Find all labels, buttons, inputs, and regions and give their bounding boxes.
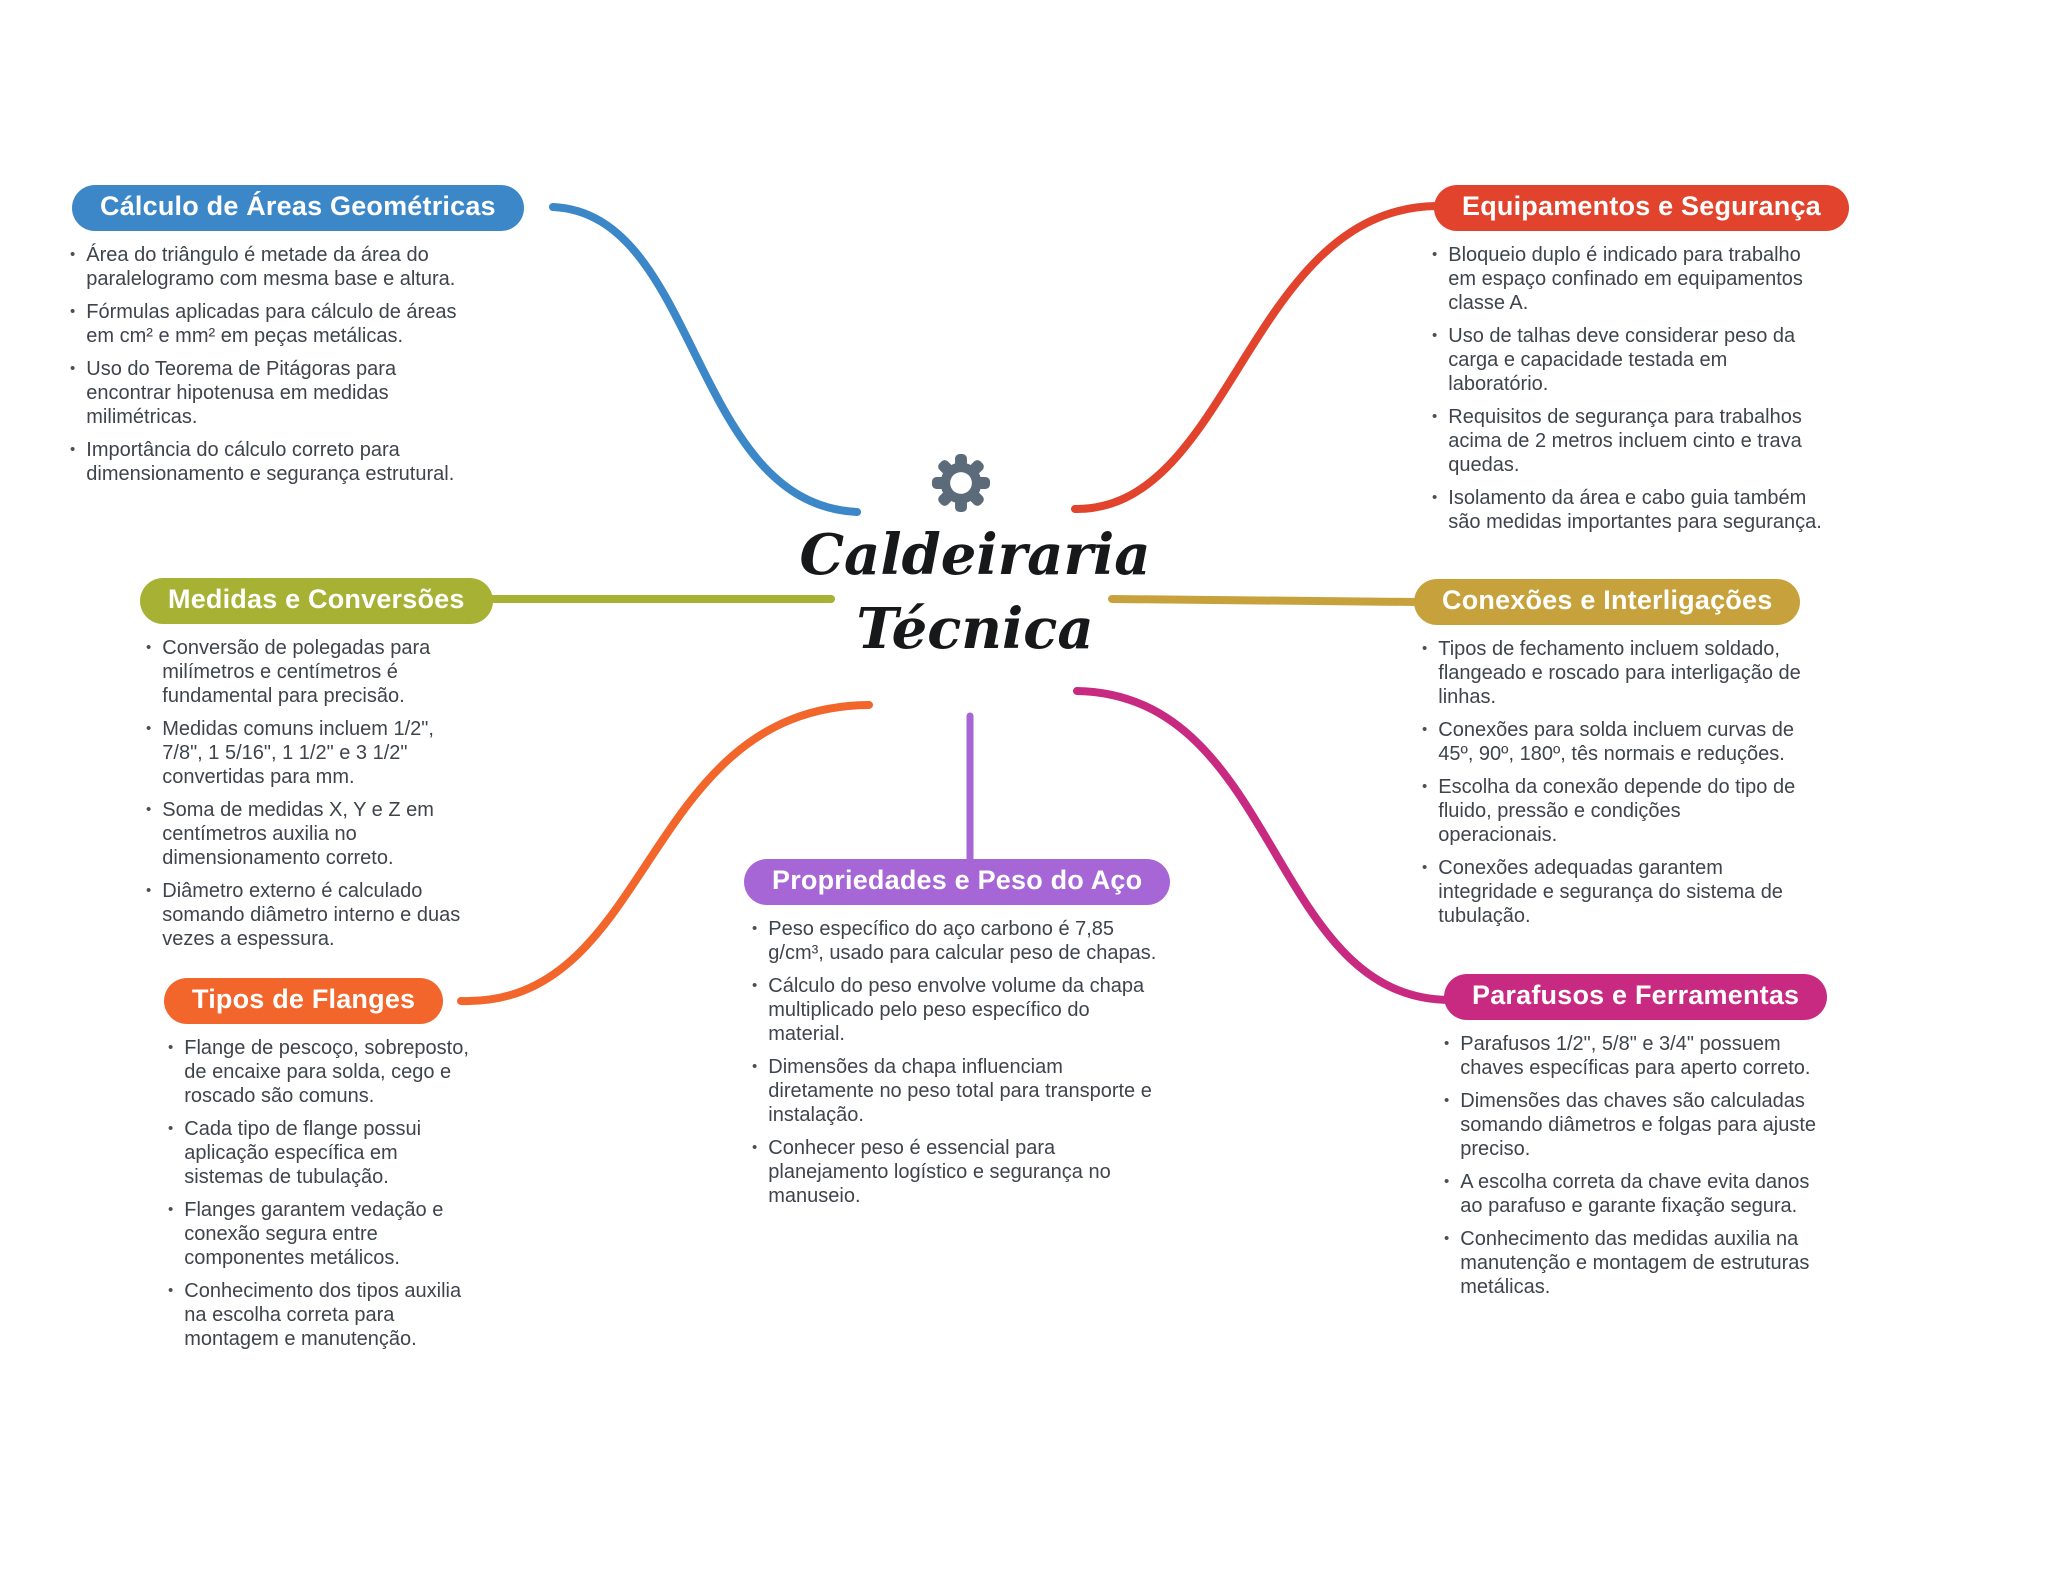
bullet-dot-icon: • [1444,1173,1450,1190]
branch-bullets-propriedades-peso-aco [742,917,1170,1208]
bullet-dot-icon: • [1432,489,1438,506]
branch-title-conexoes-interligacoes[interactable]: Conexões e Interligações [1414,579,1800,625]
bullet-text: Flange de pescoço, sobreposto, de encaixe para solda, cego e roscado são comuns. [184,1037,469,1107]
connector-calculo-areas [553,207,857,512]
bullet-item [68,357,462,429]
bullet-item [1442,1032,1834,1080]
branch-medidas-conversoes [136,578,474,960]
branch-bullets-medidas-conversoes [136,636,474,951]
bullet-dot-icon: • [1432,327,1438,344]
bullet-dot-icon: • [1422,859,1428,876]
bullet-item [166,1279,476,1351]
bullet-dot-icon: • [1444,1230,1450,1247]
bullet-text: Fórmulas aplicadas para cálculo de áreas em cm² e mm² em peças metálicas. [86,301,457,347]
bullet-dot-icon: • [70,303,76,320]
branch-title-calculo-areas[interactable]: Cálculo de Áreas Geométricas [72,185,524,231]
bullet-item [144,636,474,708]
bullet-text: Uso do Teorema de Pitágoras para encontrar hipotenusa em medidas milimétricas. [86,358,397,428]
bullet-dot-icon: • [752,977,758,994]
bullet-item [68,300,462,348]
bullet-item [750,1136,1170,1208]
bullet-item [68,243,462,291]
bullet-dot-icon: • [1444,1035,1450,1052]
bullet-dot-icon: • [752,920,758,937]
bullet-dot-icon: • [168,1282,174,1299]
bullet-text: Conexões para solda incluem curvas de 45º, 90º, 180º, tês normais e reduções. [1438,719,1795,765]
branch-title-equipamentos-seguranca[interactable]: Equipamentos e Segurança [1434,185,1849,231]
branch-bullets-equipamentos-seguranca [1422,243,1827,534]
bullet-dot-icon: • [1422,778,1428,795]
bullet-text: Isolamento da área e cabo guia também são medidas importantes para segurança. [1448,487,1822,533]
branch-equipamentos-seguranca [1422,185,1827,543]
branch-conexoes-interligacoes [1412,579,1804,937]
bullet-text: Medidas comuns incluem 1/2", 7/8", 1 5/16", 1 1/2" e 3 1/2" convertidas para mm. [162,718,434,788]
branch-bullets-parafusos-ferramentas [1434,1032,1834,1299]
bullet-text: Soma de medidas X, Y e Z em centímetros auxilia no dimensionamento correto. [162,799,434,869]
bullet-text: Conhecimento dos tipos auxilia na escolha correta para montagem e manutenção. [184,1280,462,1350]
bullet-text: Conhecimento das medidas auxilia na manutenção e montagem de estruturas metálicas. [1460,1228,1810,1298]
bullet-item [68,438,462,486]
branch-bullets-tipos-flanges [158,1036,476,1351]
bullet-text: Parafusos 1/2", 5/8" e 3/4" possuem chaves específicas para aperto correto. [1460,1033,1811,1079]
branch-calculo-areas [60,185,496,495]
branch-propriedades-peso-aco [742,859,1170,1217]
bullet-item [750,917,1170,965]
bullet-item [1430,243,1827,315]
branch-bullets-calculo-areas [60,243,462,486]
bullet-text: Flanges garantem vedação e conexão segura entre componentes metálicos. [184,1199,444,1269]
bullet-item [1420,637,1804,709]
bullet-dot-icon: • [70,246,76,263]
bullet-item [1420,856,1804,928]
bullet-text: Uso de talhas deve considerar peso da carga e capacidade testada em laboratório. [1448,325,1796,395]
branch-title-medidas-conversoes[interactable]: Medidas e Conversões [140,578,493,624]
bullet-item [166,1036,476,1108]
map-title [778,518,1172,666]
bullet-text: Tipos de fechamento incluem soldado, flangeado e roscado para interligação de linhas. [1438,638,1801,708]
branch-title-propriedades-peso-aco[interactable]: Propriedades e Peso do Aço [744,859,1170,905]
bullet-item [1430,486,1827,534]
branch-title-parafusos-ferramentas[interactable]: Parafusos e Ferramentas [1444,974,1827,1020]
bullet-item [1420,775,1804,847]
bullet-dot-icon: • [168,1039,174,1056]
bullet-item [1430,324,1827,396]
branch-bullets-conexoes-interligacoes [1412,637,1804,928]
bullet-text: Peso específico do aço carbono é 7,85 g/cm³, usado para calcular peso de chapas. [768,918,1157,964]
connector-equipamentos-seguranca [1075,206,1437,509]
bullet-dot-icon: • [752,1139,758,1156]
bullet-dot-icon: • [146,801,152,818]
bullet-dot-icon: • [1432,408,1438,425]
bullet-item [1420,718,1804,766]
bullet-item [166,1117,476,1189]
bullet-dot-icon: • [70,360,76,377]
map-title-line2: Técnica [856,596,1094,662]
bullet-dot-icon: • [1422,640,1428,657]
bullet-dot-icon: • [1444,1092,1450,1109]
bullet-dot-icon: • [146,882,152,899]
bullet-text: Dimensões da chapa influenciam diretamente no peso total para transporte e instalação. [768,1056,1152,1126]
bullet-item [166,1198,476,1270]
bullet-text: Requisitos de segurança para trabalhos acima de 2 metros incluem cinto e trava quedas. [1448,406,1802,476]
bullet-text: Conexões adequadas garantem integridade e segurança do sistema de tubulação. [1438,857,1783,927]
bullet-dot-icon: • [1422,721,1428,738]
bullet-text: Importância do cálculo correto para dimensionamento e segurança estrutural. [86,439,455,485]
bullet-dot-icon: • [168,1120,174,1137]
bullet-item [144,879,474,951]
bullet-dot-icon: • [752,1058,758,1075]
branch-title-tipos-flanges[interactable]: Tipos de Flanges [164,978,443,1024]
bullet-text: Dimensões das chaves são calculadas somando diâmetros e folgas para ajuste preciso. [1460,1090,1817,1160]
bullet-item [1430,405,1827,477]
bullet-dot-icon: • [168,1201,174,1218]
bullet-dot-icon: • [1432,246,1438,263]
bullet-text: Diâmetro externo é calculado somando diâmetro interno e duas vezes a espessura. [162,880,461,950]
bullet-item [1442,1227,1834,1299]
bullet-item [144,798,474,870]
bullet-text: Bloqueio duplo é indicado para trabalho em espaço confinado em equipamentos classe A. [1448,244,1803,314]
bullet-item [1442,1170,1834,1218]
bullet-item [1442,1089,1834,1161]
gear-icon [928,450,994,516]
bullet-text: Escolha da conexão depende do tipo de fluido, pressão e condições operacionais. [1438,776,1796,846]
map-title-line1: Caldeiraria [799,522,1151,588]
bullet-text: Cálculo do peso envolve volume da chapa multiplicado pelo peso específico do material. [768,975,1145,1045]
bullet-item [144,717,474,789]
bullet-text: A escolha correta da chave evita danos ao parafuso e garante fixação segura. [1460,1171,1810,1217]
bullet-item [750,974,1170,1046]
bullet-dot-icon: • [70,441,76,458]
branch-tipos-flanges [158,978,476,1360]
bullet-item [750,1055,1170,1127]
bullet-dot-icon: • [146,639,152,656]
branch-parafusos-ferramentas [1434,974,1834,1308]
bullet-text: Área do triângulo é metade da área do paralelogramo com mesma base e altura. [86,244,456,290]
bullet-dot-icon: • [146,720,152,737]
bullet-text: Cada tipo de flange possui aplicação específica em sistemas de tubulação. [184,1118,422,1188]
bullet-text: Conhecer peso é essencial para planejamento logístico e segurança no manuseio. [768,1137,1111,1207]
bullet-text: Conversão de polegadas para milímetros e centímetros é fundamental para precisão. [162,637,431,707]
